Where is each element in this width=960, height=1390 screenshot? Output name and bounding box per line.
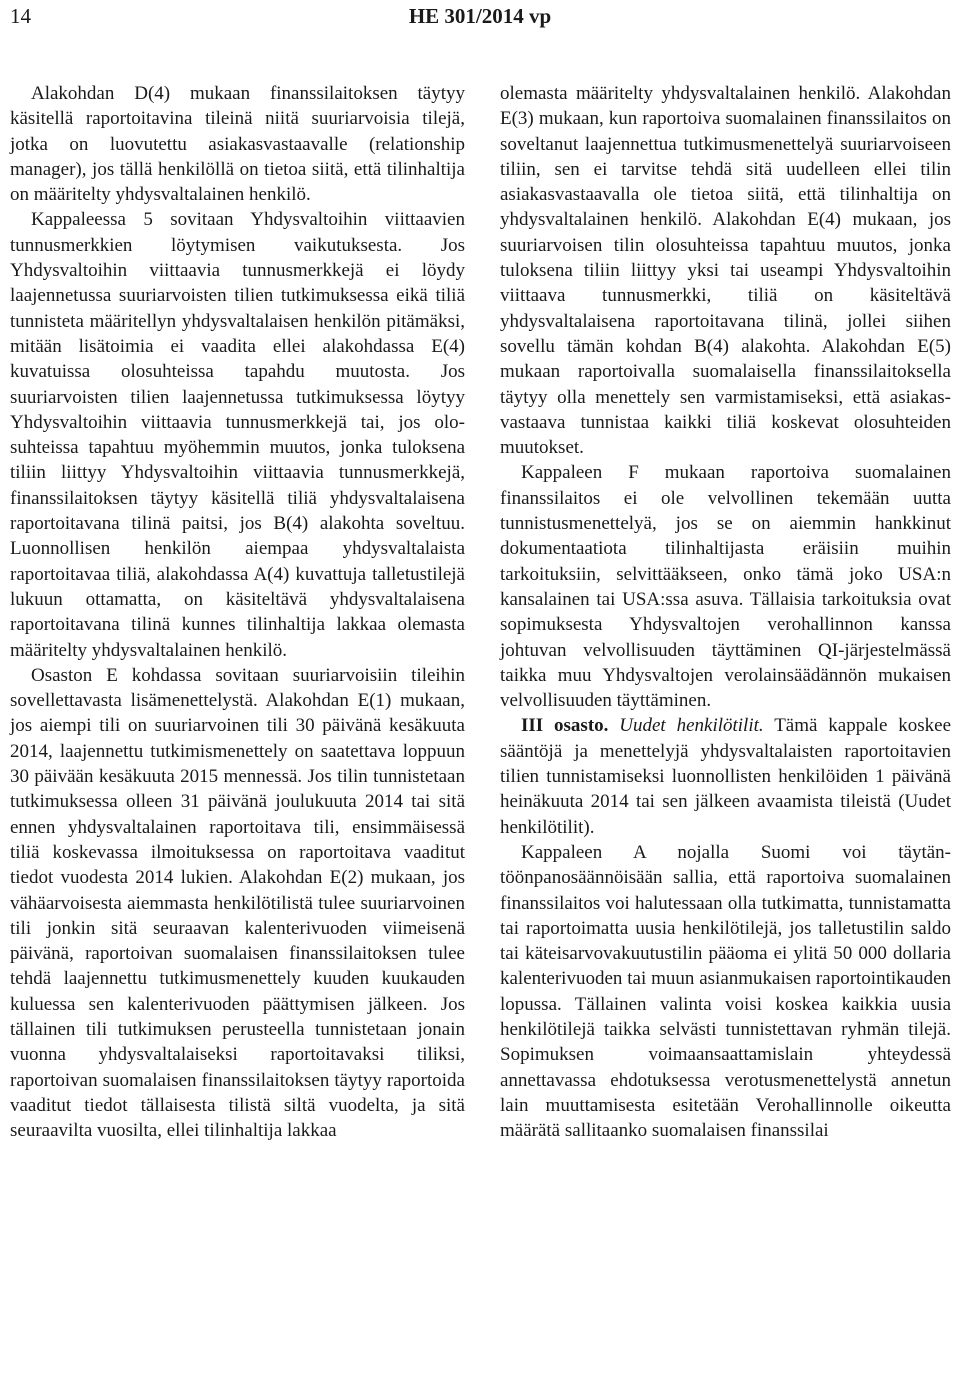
section-heading-number: III osasto. bbox=[521, 715, 609, 737]
document-id: HE 301/2014 vp bbox=[408, 4, 552, 28]
page-number: 14 bbox=[10, 4, 31, 28]
paragraph-right-2: Kappaleen F mukaan raportoiva suomalainen finanssilaitos ei ole velvollinen tekemään uutta tunnistusmenettelyä, jos se on aiemmin hankkinut dokumentaatiota tilinhaltijasta eräisiin muihin tarkoituksiin, selvittääkseen, onko tämä joko USA:n kansalainen tai USA:ssa asuva. Tällaisia tarkoituksia ovat sopimuksesta Yhdysvaltojen verohallinnon kanssa johtuvan velvollisuuden täyttäminen QI-järjestelmässä taikka muu Yhdysvaltojen verolainsäädännön mukaisen velvollisuuden täyttäminen. bbox=[500, 462, 951, 712]
paragraph-right-last: Kappaleen A nojalla Suomi voi täytäntöönpanosäännöisään sallia, että raportoiva suomalainen finanssilaitos voi halutessaan olla tutkimatta, tunnistamatta tai raportoimatta uusia henkilötilejä, jos talletustilin saldo tai käteisarvovakuutustilin pääoma ei ylitä 50 000 dollaria kalenterivuoden tai muun asianmukaisen raportointikauden lopussa. Tällainen valinta voisi koskea kaikkia uusia henkilötilejä taikka selvästi tunnistettavan ryhmän tilejä. Sopimuksen voimaansaattamislain yhteydessä annettavassa ehdotuksessa verotusmenettelystä annetun lain muuttamisesta esitetään Verohallinnolle oikeutta määrätä sallitaanko suomalaisen finanssilai bbox=[500, 841, 951, 1142]
paragraph-left-2: Kappaleessa 5 sovitaan Yhdysvaltoihin viittaavien tunnusmerkkien löytymisen vaikutuksesta. Jos Yhdysvaltoihin viittaavia tunnusmerkkejä ei löydy laajennetussa suuriarvoisten tilien tutkimuksessa eikä tiliä tunnisteta määritellyn yhdysvaltalaisen henkilön pitämäksi, mitään lisätoimia ei vaadita ellei alakohdassa E(4) kuvatuissa olosuhteissa tapahdu muutosta. Jos suuriarvoisten tilien laajennetussa tutkimuksessa löytyy Yhdysvaltoihin viittaavia tunnusmerkkejä tai, jos olosuhteissa tapahtuu myöhemmin muutos, jonka tuloksena tiliin liittyy Yhdysvaltoihin viittaavia tunnusmerkkejä, finanssilaitoksen täytyy käsitellä tiliä yhdysvaltalaisena raportoitavana tilinä paitsi, jos B(4) alakohta soveltuu. Luonnollisen henkilön aiempaa yhdysvaltalaista raportoitavaa tiliä, alakohdassa A(4) kuvattuja talletustilejä lukuun ottamatta, on käsiteltävä yhdysvaltalaisena raportoitavana tilinä kunnes tilinhaltija lakkaa olemasta määritelty yhdysvaltalainen henkilö. bbox=[10, 209, 465, 661]
right-column bbox=[500, 81, 951, 1143]
section-paragraph bbox=[500, 713, 951, 839]
section-body: Tämä kappale koskee sääntöjä ja menettelyjä yhdysvaltalaisten raportoitavien tilien tunnistamiseksi luonnollisten henkilöiden 1 päivänä heinäkuuta 2014 tai sen jälkeen avaamista tileistä (Uudet henkilötilit). bbox=[500, 715, 951, 838]
section-heading-title: Uudet henkilötilit. bbox=[619, 715, 764, 737]
paragraph-left-1: Alakohdan D(4) mukaan finanssilaitoksen täytyy käsitellä raportoitavina tileinä niitä suuriarvoisia tilejä, jotka on luovutettu asiakasvastaavalle (relationship manager), jos tällä henkilöllä on tietoa siitä, että tilinhaltija on määritelty yhdysvaltalainen henkilö. bbox=[10, 83, 465, 206]
paragraph-right-1: olemasta määritelty yhdysvaltalainen henkilö. Alakohdan E(3) mukaan, kun raportoiva suomalainen finanssilaitos on soveltanut laajennettua tutkimusmenettelyä suuriarvoiseen tiliin, sen ei tarvitse tehdä sitä uudelleen ellei tilin asiakasvastaavalla ole tietoa siitä, että tilinhaltija on yhdysvaltalainen henkilö. Alakohdan E(4) mukaan, jos suuriarvoisen tilin olosuhteissa tapahtuu muutos, jonka tuloksena tiliin liittyy yksi tai useampi Yhdysvaltoihin viittaava tunnusmerkki, tiliä on käsiteltävä yhdysvaltalaisena raportoitavana tilinä, jollei siihen sovellu tämän kohdan B(4) alakohta. Alakohdan E(5) mukaan raportoivalla suomalaisella finanssilaitoksella täytyy olla menettely sen varmistamiseksi, että asiakasvastaava tunnistaa kaikki tiliä koskevat olosuhteiden muutokset. bbox=[500, 83, 951, 459]
left-column bbox=[10, 81, 465, 1143]
paragraph-left-3: Osaston E kohdassa sovitaan suuriarvoisiin tileihin sovellettavasta lisämenettelystä. Alakohdan E(1) mukaan, jos aiempi tili on suuriarvoinen tili 30 päivänä kesäkuuta 2014, laajennettu tutkimismenettely on saatettava loppuun 30 päivään kesäkuuta 2015 mennessä. Jos tilin tunnistetaan tutkimuksessa olleen 31 päivänä joulukuuta 2014 tai sitä ennen yhdysvaltalainen raportoitava tili, ensimmäisessä tiliä koskevassa ilmoituksessa on raportoitava vaaditut tiedot vuodesta 2014 lukien. Alakohdan E(2) mukaan, jos vähäarvoisesta aiemmasta henkilötilistä tulee suuriarvoinen tili jonkin sitä seuraavan kalenterivuoden viimeisenä päivänä, raportoivan suomalaisen finanssilaitoksen tulee tehdä laajennettu tutkimusmenettely kuuden kuukauden kuluessa sen kalenterivuoden päättymisen jälkeen. Jos tällainen tili tutkimuksen perusteella tunnistetaan jonain vuonna yhdysvaltalaiseksi raportoitavaksi tiliksi, raportoivan suomalaisen finanssilaitoksen täytyy raportoida vaaditut tiedot tällaisesta tilistä siltä vuodelta, ja sitä seuraavilta vuosilta, ellei tilinhaltija lakkaa bbox=[10, 664, 465, 1142]
page-header bbox=[0, 0, 960, 40]
